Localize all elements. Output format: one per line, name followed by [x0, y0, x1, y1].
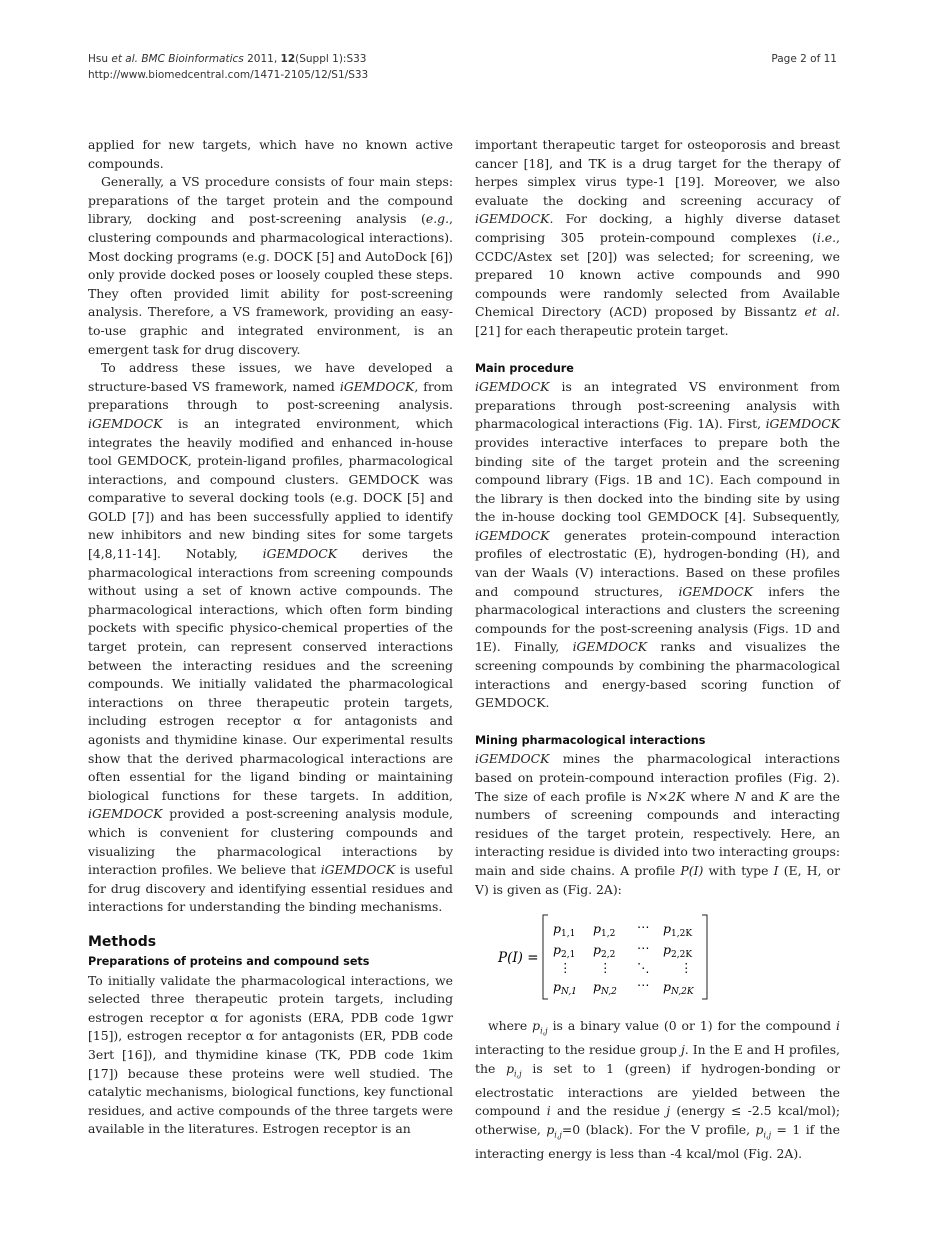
- paragraph: iGEMDOCK is an integrated VS environment from preparations through post-screening analysis with pharmacological interactions (Fig. 1A). First, iGEMDOCK provides interactive interfaces to prepare both the binding site of the target protein and the screening compound library (Figs. 1B and 1C). Each compound in the library is then docked into the binding site by using the in-house docking tool GEMDOCK [4]. Subsequently, iGEMDOCK generates protein-compound interaction profiles of electrostatic (E), hydrogen-bonding (H), and van der Waals (V) interactions. Based on these profiles and compound structures, iGEMDOCK infers the pharmacological interactions and clusters the screening compounds for the post-screening analysis (Figs. 1D and 1E). Finally, iGEMDOCK ranks and visualizes the screening compounds by combining the pharmacological interactions and energy-based scoring function of GEMDOCK.: [475, 379, 840, 711]
- page-number: Page 2 of 11: [771, 53, 837, 65]
- matrix-row-2: [553, 940, 692, 960]
- matrix-row-dots: [559, 960, 693, 975]
- svg-text:⋯: ⋯: [637, 977, 650, 993]
- matrix-svg: [475, 909, 840, 1005]
- subsection-heading-preparations: Preparations of proteins and compound sets: [88, 954, 370, 968]
- svg-text:pN,2: $p_{N,2}$: [593, 979, 617, 998]
- section-heading-methods: Methods: [88, 933, 157, 950]
- citation: Hsu et al. BMC Bioinformatics 2011, 12(Suppl 1):S33: [88, 53, 367, 65]
- left-column: [88, 136, 453, 1139]
- running-header-left: [88, 51, 368, 83]
- svg-text:⋯: ⋯: [637, 940, 650, 956]
- svg-text:⋮: ⋮: [559, 960, 572, 976]
- matrix-right-bracket: [702, 915, 707, 999]
- paragraph: where $p_{i,j}$ is a binary value (0 or 1) for the compound i interacting to the residue group j. In the E and H profiles, the $p_{i,j}$ is set to 1 (green) if hydrogen-bonding or electrostatic interactions are yielded between the compound i and the residue j (energy ≤ -2.5 kcal/mol); otherwise, $p_{i,j}=0$ (black). For the V profile, $p_{i,j} = 1$ if the interacting energy is less than -4 kcal/mol (Fig. 2A).: [475, 1018, 841, 1162]
- svg-text:pN,2K: $p_{N,2K}$: [663, 979, 694, 998]
- paragraph: To initially validate the pharmacological interactions, we selected three therapeutic protein targets, including estrogen receptor α for agonists (ERA, PDB code 1gwr [15]), estrogen receptor α for antagonists (ER, PDB code 3ert [16]), and thymidine kinase (TK, PDB code 1kim [17]) because these proteins were well studied. The catalytic mechanisms, biological functions, key functional residues, and active compounds of the three targets were available in the literatures. Estrogen receptor is an: [88, 972, 453, 1137]
- equation-lhs: P(I) =: [498, 950, 539, 967]
- matrix-row-n: [553, 977, 695, 997]
- svg-text:p1,2: $p_{1,2}$: [593, 921, 616, 940]
- profile-matrix-equation: [475, 909, 840, 1005]
- svg-text:pN,1: $p_{N,1}$: [553, 979, 577, 998]
- running-header-right: [771, 51, 837, 67]
- matrix-row-1: [553, 919, 692, 939]
- right-column: [475, 136, 840, 1164]
- paragraph: iGEMDOCK mines the pharmacological interactions based on protein-compound interaction profiles (Fig. 2). The size of each profile is N×2K where N and K are the numbers of screening compounds and interacting residues of the target protein, respectively. Here, an interacting residue is divided into two interacting groups: main and side chains. A profile P(I) with type I (E, H, or V) is given as (Fig. 2A):: [475, 751, 841, 897]
- subsection-heading-mining: Mining pharmacological interactions: [475, 733, 706, 747]
- svg-text:p1,2K: $p_{1,2K}$: [663, 921, 693, 940]
- svg-text:p2,2K: $p_{2,2K}$: [663, 942, 693, 961]
- paragraph: important therapeutic target for osteoporosis and breast cancer [18], and TK is a drug target for the therapy of herpes simplex virus type-1 [19]. Moreover, we also evaluate the docking and screening accuracy of iGEMDOCK. For docking, a highly diverse dataset comprising 305 protein-compound complexes (i.e., CCDC/Astex set [20]) was selected; for screening, we prepared 10 known active compounds and 990 compounds were randomly selected from Available Chemical Directory (ACD) proposed by Bissantz et al. [21] for each therapeutic protein target.: [475, 137, 840, 338]
- svg-text:⋱: ⋱: [637, 960, 650, 976]
- matrix-left-bracket: [543, 915, 548, 999]
- subsection-heading-main-procedure: Main procedure: [475, 361, 574, 375]
- svg-text:⋯: ⋯: [637, 919, 650, 935]
- article-url[interactable]: http://www.biomedcentral.com/1471-2105/12/S1/S33: [88, 69, 369, 81]
- svg-text:⋮: ⋮: [680, 960, 693, 976]
- paragraph: applied for new targets, which have no known active compounds.: [88, 137, 453, 171]
- paragraph: Generally, a VS procedure consists of four main steps: preparations of the target protein and the compound library, docking and post-screening analysis (e.g., clustering compounds and pharmacological interactions). Most docking programs (e.g. DOCK [5] and AutoDock [6]) only provide docked poses or loosely coupled these steps. They often provided limit ability for post-screening analysis. Therefore, a VS framework, providing an easy-to-use graphic and integrated environment, is an emergent task for drug discovery.: [88, 174, 453, 357]
- svg-text:p2,1: $p_{2,1}$: [553, 942, 576, 961]
- svg-text:p1,1: $p_{1,1}$: [553, 921, 576, 940]
- paragraph: To address these issues, we have developed a structure-based VS framework, named iGEMDOCK, from preparations through to post-screening analysis. iGEMDOCK is an integrated environment, which integrates the heavily modified and enhanced in-house tool GEMDOCK, protein-ligand profiles, pharmacological interactions, and compound clusters. GEMDOCK was comparative to several docking tools (e.g. DOCK [5] and GOLD [7]) and has been successfully applied to identify new inhibitors and new binding sites for some targets [4,8,11-14]. Notably, iGEMDOCK derives the pharmacological interactions from screening compounds without using a set of known active compounds. The pharmacological interactions, which often form binding pockets with specific physico-chemical properties of the target protein, can represent conserved interactions between the interacting residues and the screening compounds. We initially validated the pharmacological interactions on three therapeutic protein targets, including estrogen receptor α for antagonists and agonists and thymidine kinase. Our experimental results show that the derived pharmacological interactions are often essential for the ligand binding or maintaining biological functions for these targets. In addition, iGEMDOCK provided a post-screening analysis module, which is convenient for clustering compounds and visualizing the pharmacological interactions by interaction profiles. We believe that iGEMDOCK is useful for drug discovery and identifying essential residues and interactions for understanding the binding mechanisms.: [88, 360, 453, 915]
- svg-text:p2,2: $p_{2,2}$: [593, 942, 616, 961]
- svg-text:⋮: ⋮: [599, 960, 612, 976]
